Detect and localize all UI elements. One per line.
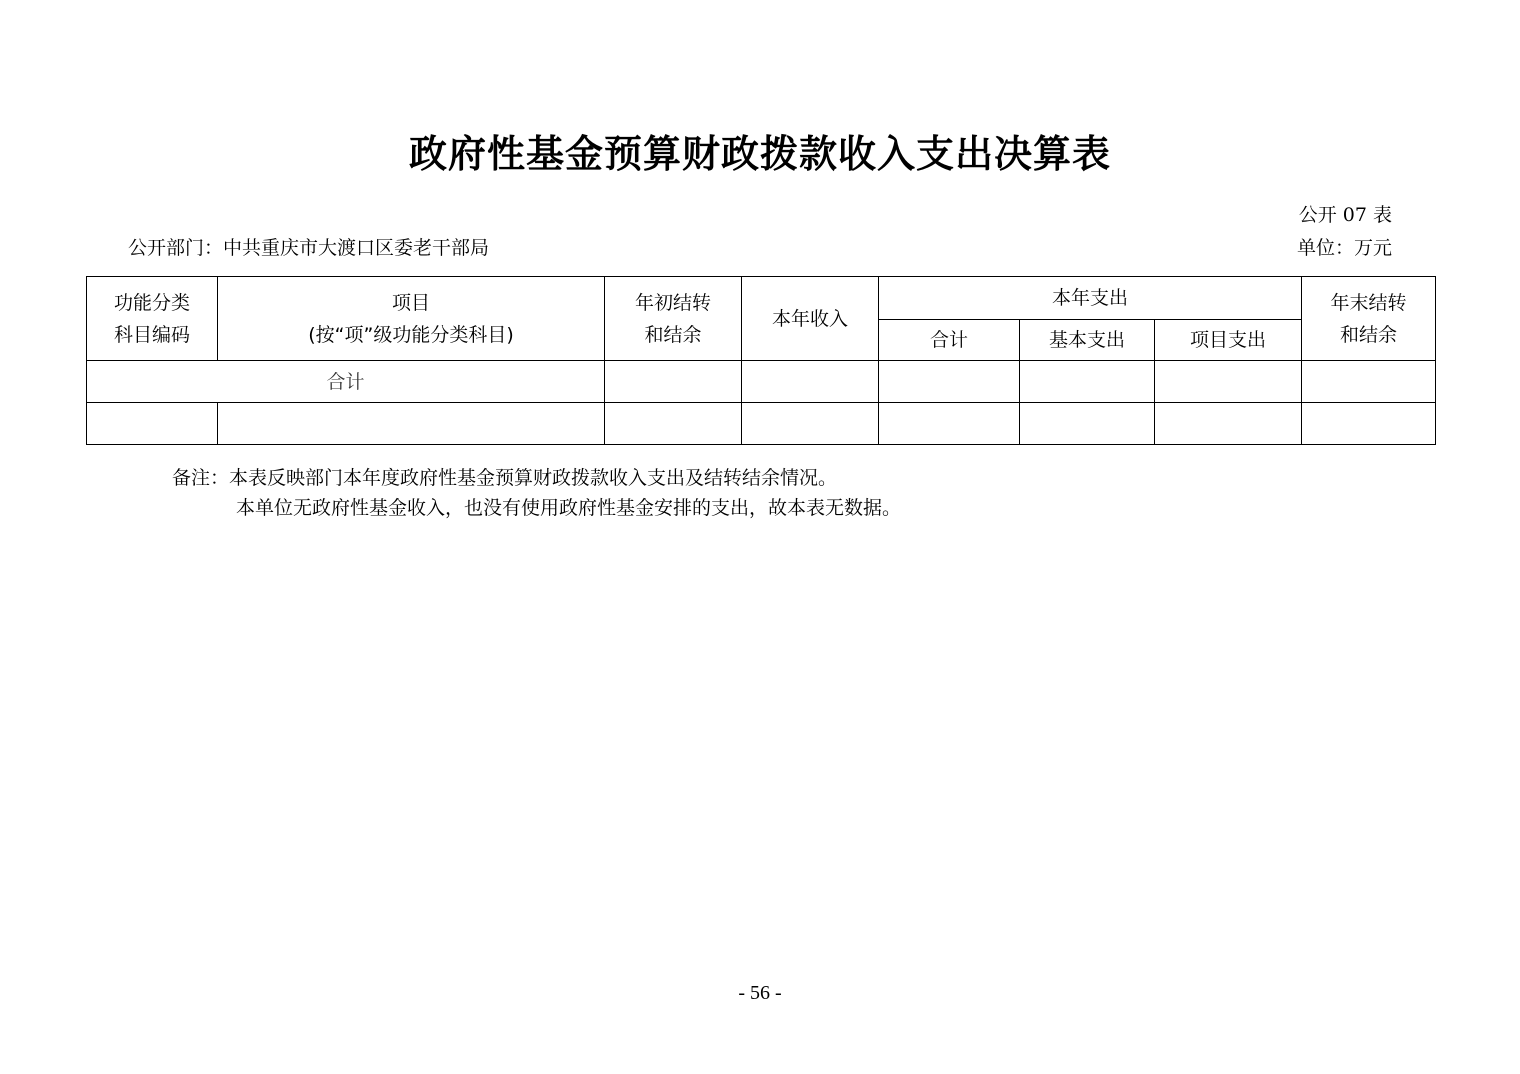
header-expense-basic: 基本支出 bbox=[1020, 320, 1155, 361]
header-item bbox=[218, 277, 605, 361]
department-label: 公开部门：中共重庆市大渡口区委老干部局 bbox=[128, 237, 490, 259]
header-income: 本年收入 bbox=[742, 277, 879, 361]
row-item bbox=[218, 403, 605, 445]
form-number: 公开 07 表 bbox=[1298, 204, 1392, 226]
header-code-line1: 功能分类 bbox=[113, 291, 190, 314]
header-item-line2: (按“项”级功能分类科目) bbox=[308, 323, 514, 346]
table-header-row-1 bbox=[87, 277, 1436, 320]
header-end-line1: 年末结转 bbox=[1330, 291, 1407, 314]
header-expense-total: 合计 bbox=[879, 320, 1020, 361]
total-expense-basic bbox=[1020, 361, 1155, 403]
header-expense-project: 项目支出 bbox=[1155, 320, 1302, 361]
table-row bbox=[87, 403, 1436, 445]
budget-table bbox=[86, 276, 1436, 445]
row-begin bbox=[605, 403, 742, 445]
notes bbox=[172, 463, 901, 523]
header-end-balance bbox=[1302, 277, 1436, 361]
row-income bbox=[742, 403, 879, 445]
total-row bbox=[87, 361, 1436, 403]
total-begin bbox=[605, 361, 742, 403]
row-end bbox=[1302, 403, 1436, 445]
header-code bbox=[87, 277, 218, 361]
header-begin-line2: 和结余 bbox=[644, 323, 702, 346]
page-number: - 56 - bbox=[738, 982, 782, 1004]
total-row-label: 合计 bbox=[87, 361, 605, 403]
notes-line-1: 备注：本表反映部门本年度政府性基金预算财政拨款收入支出及结转结余情况。 bbox=[172, 467, 838, 489]
row-code bbox=[87, 403, 218, 445]
header-end-line2: 和结余 bbox=[1339, 323, 1397, 346]
row-expense-total bbox=[879, 403, 1020, 445]
row-expense-basic bbox=[1020, 403, 1155, 445]
header-begin-line1: 年初结转 bbox=[634, 291, 711, 314]
unit-label: 单位：万元 bbox=[1296, 237, 1392, 259]
header-item-line1: 项目 bbox=[391, 291, 430, 314]
header-expense-group: 本年支出 bbox=[879, 277, 1302, 320]
total-income bbox=[742, 361, 879, 403]
header-begin-balance bbox=[605, 277, 742, 361]
total-expense-project bbox=[1155, 361, 1302, 403]
notes-line-2: 本单位无政府性基金收入，也没有使用政府性基金安排的支出，故本表无数据。 bbox=[236, 497, 902, 519]
page-title: 政府性基金预算财政拨款收入支出决算表 bbox=[408, 132, 1111, 176]
total-end bbox=[1302, 361, 1436, 403]
header-code-line2: 科目编码 bbox=[113, 323, 190, 346]
total-expense-total bbox=[879, 361, 1020, 403]
row-expense-project bbox=[1155, 403, 1302, 445]
